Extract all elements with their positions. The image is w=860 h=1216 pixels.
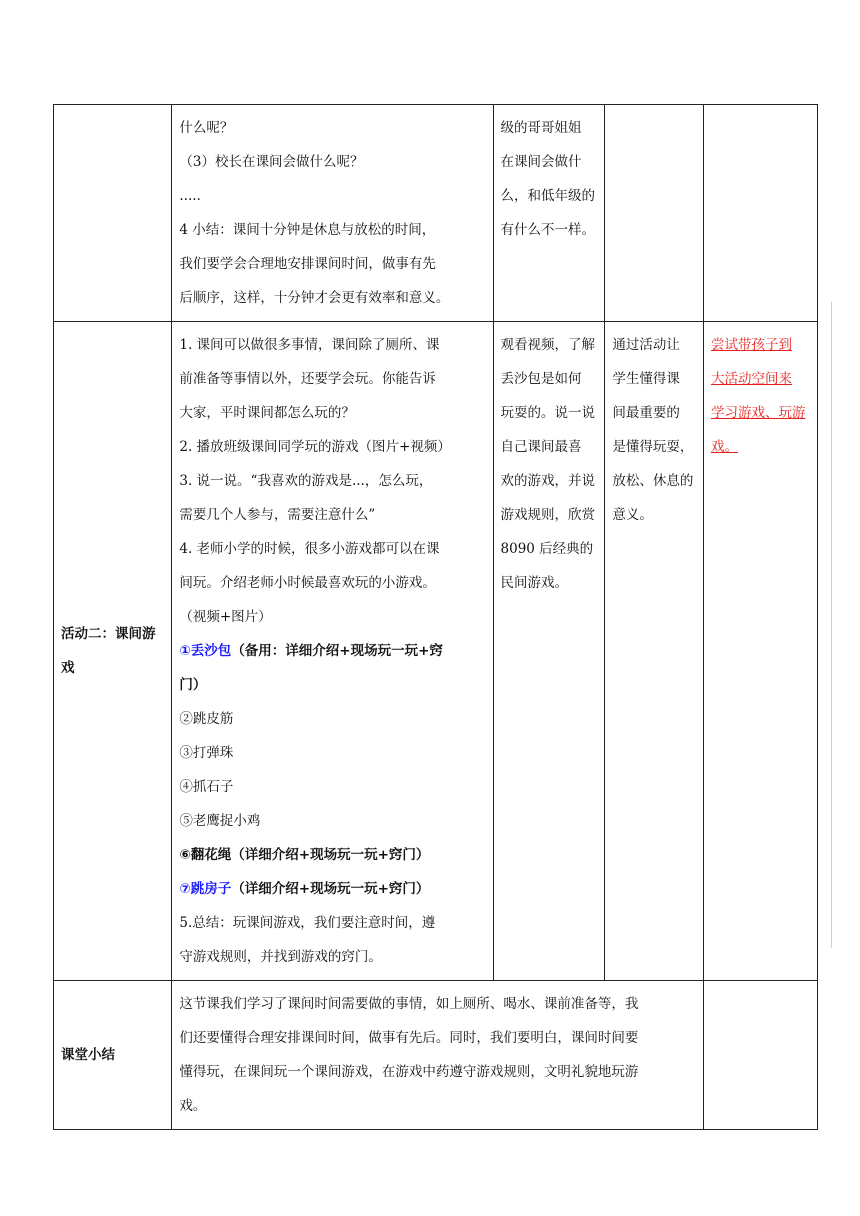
row1-activity-line: 后顺序，这样，十分钟才会更有效率和意义。 <box>179 290 450 306</box>
row2-note-cell <box>703 322 817 981</box>
row2-student-line: 玩耍的。说一说 <box>500 405 596 421</box>
row1-activity-line: ..... <box>179 188 201 204</box>
game-one-name: ①丢沙包 <box>179 643 232 659</box>
row2-intro-line: （视频+图片） <box>179 609 272 625</box>
game-one-note: （备用：详细介绍+现场玩一玩+窍 <box>231 643 443 659</box>
row1-activity-cell <box>172 105 493 322</box>
row2-purpose-line: 放松、休息的 <box>612 473 694 489</box>
row2-student-line: 民间游戏。 <box>500 575 569 591</box>
row2-intro-line: 1. 课间可以做很多事情，课间除了厕所、课 <box>179 337 440 353</box>
row2-student-line: 欢的游戏，并说 <box>500 473 596 489</box>
row1-activity-line: 什么呢？ <box>179 120 234 136</box>
row1-student-cell <box>493 105 605 322</box>
row2-student-line: 8090 后经典的 <box>500 541 594 557</box>
table-row-activity-one-continued <box>54 105 818 322</box>
row3-content-line: 戏。 <box>179 1098 207 1114</box>
margin-change-bar <box>831 302 832 948</box>
game-six-item: ⑥翻花绳（详细介绍+现场玩一玩+窍门） <box>179 847 430 863</box>
game-item: ③打弹珠 <box>179 745 234 761</box>
game-item: ④抓石子 <box>179 779 234 795</box>
game-one-item <box>179 634 485 668</box>
row1-activity-line: （3）校长在课间会做什么呢？ <box>179 154 364 170</box>
lesson-plan-table <box>53 104 818 1130</box>
row1-student-line: 么，和低年级的 <box>500 188 596 204</box>
row2-student-cell <box>493 322 605 981</box>
row2-intro-line: 间玩。介绍老师小时候最喜欢玩的小游戏。 <box>179 575 436 591</box>
row1-label-cell <box>54 105 172 322</box>
row2-note-line: 戏。 <box>710 439 738 455</box>
row1-student-line: 在课间会做什 <box>500 154 582 170</box>
row2-purpose-line: 学生懂得课 <box>612 371 680 387</box>
row3-content-line: 这节课我们学习了课间时间需要做的事情，如上厕所、喝水、课前准备等，我 <box>179 996 639 1012</box>
game-seven-item <box>179 872 485 906</box>
row2-intro-line: 前准备等事情以外，还要学会玩。你能告诉 <box>179 371 436 387</box>
row2-purpose-cell <box>605 322 704 981</box>
row2-note-line: 大活动空间来 <box>710 371 792 387</box>
row2-student-line: 游戏规则，欣赏 <box>500 507 596 523</box>
table-row-activity-two <box>54 322 818 981</box>
row2-note-line: 学习游戏、玩游 <box>710 405 806 421</box>
game-item: ⑤老鹰捉小鸡 <box>179 813 261 829</box>
row3-content-line: 们还要懂得合理安排课间时间，做事有先后。同时，我们要明白，课间时间要 <box>179 1030 639 1046</box>
game-one-note-continued: 门） <box>179 677 207 693</box>
row2-purpose-line: 通过活动让 <box>612 337 680 353</box>
row2-intro-line: 3. 说一说。“我喜欢的游戏是...，怎么玩， <box>179 473 433 489</box>
row3-content-line: 懂得玩，在课间玩一个课间游戏，在游戏中药遵守游戏规则，文明礼貌地玩游 <box>179 1064 639 1080</box>
game-seven-note: （详细介绍+现场玩一玩+窍门） <box>231 881 430 897</box>
row3-content-cell <box>172 981 704 1130</box>
row2-purpose-line: 意义。 <box>612 507 653 523</box>
row2-note-line: 尝试带孩子到 <box>710 337 792 353</box>
row2-student-line: 丢沙包是如何 <box>500 371 582 387</box>
row1-note-cell <box>703 105 817 322</box>
row2-summary-line: 5.总结：玩课间游戏，我们要注意时间，遵 <box>179 915 436 931</box>
row2-summary-line: 守游戏规则，并找到游戏的窍门。 <box>179 949 382 965</box>
row3-label: 课堂小结 <box>61 1047 115 1063</box>
row1-purpose-cell <box>605 105 704 322</box>
row2-purpose-line: 是懂得玩耍， <box>612 439 694 455</box>
row2-intro-line: 大家，平时课间都怎么玩的？ <box>179 405 355 421</box>
row2-purpose-line: 间最重要的 <box>612 405 680 421</box>
row2-label-line: 活动二：课间游 <box>61 626 156 642</box>
row1-student-line: 有什么不一样。 <box>500 222 596 238</box>
row2-student-line: 自己课间最喜 <box>500 439 582 455</box>
row2-activity-cell <box>172 322 493 981</box>
table-row-class-summary <box>54 981 818 1130</box>
row2-label-line: 戏 <box>61 660 75 676</box>
row2-label-cell <box>54 322 172 981</box>
game-item: ②跳皮筋 <box>179 711 234 727</box>
row2-intro-line: 需要几个人参与，需要注意什么” <box>179 507 376 523</box>
row2-intro-line: 2. 播放班级课间同学玩的游戏（图片+视频） <box>179 439 451 455</box>
row3-note-cell <box>703 981 817 1130</box>
game-seven-name: ⑦跳房子 <box>179 881 232 897</box>
row2-intro-line: 4. 老师小学的时候，很多小游戏都可以在课 <box>179 541 440 557</box>
row3-label-cell <box>54 981 172 1130</box>
row2-student-line: 观看视频，了解 <box>500 337 596 353</box>
row1-student-line: 级的哥哥姐姐 <box>500 120 582 136</box>
row1-activity-line: 4 小结：课间十分钟是休息与放松的时间， <box>179 222 436 238</box>
row1-activity-line: 我们要学会合理地安排课间时间，做事有先 <box>179 256 436 272</box>
